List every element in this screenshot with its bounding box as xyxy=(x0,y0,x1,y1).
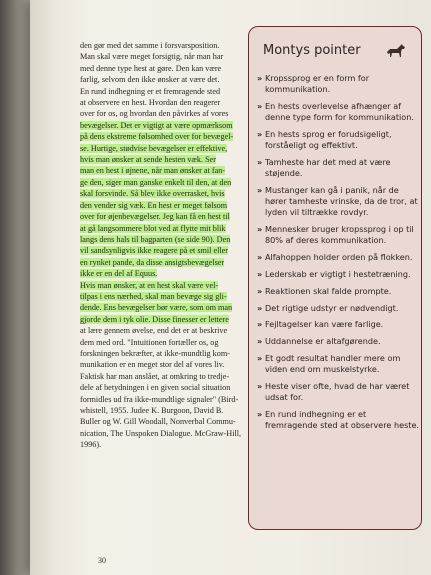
text-line xyxy=(80,188,270,199)
horse-icon xyxy=(385,43,407,59)
box-title: Montys pointer xyxy=(263,43,361,58)
pointer-text: Heste viser ofte, hvad de har været udsat for. xyxy=(265,380,410,403)
pointer-text: Det rigtige udstyr er nødvendigt. xyxy=(265,302,399,313)
pointer-item xyxy=(257,157,419,179)
pointer-item xyxy=(257,224,419,246)
text-line xyxy=(80,302,270,313)
pointer-text: En hests sprog er forudsigeligt, forståeligt og effektivt. xyxy=(265,129,392,151)
text-span: over for os, og hvordan den påvirkes af vores xyxy=(80,109,229,119)
pointer-item xyxy=(257,336,419,347)
pointer-text: Mennesker bruger kropssprog i op til 80% af deres kommunikation. xyxy=(265,224,414,246)
page-number: 30 xyxy=(98,556,106,565)
highlighted-text: ikke er en del af Equus. xyxy=(80,269,158,279)
pointer-text: En hests overlevelse afhænger af denne type form for kommunikation. xyxy=(265,101,414,123)
text-span: 1996). xyxy=(80,440,102,450)
text-line xyxy=(80,291,270,302)
text-line xyxy=(80,86,270,97)
pointer-item xyxy=(257,73,419,95)
pointer-item xyxy=(257,381,419,403)
pointer-item xyxy=(257,319,419,330)
text-span: den gør med det samme i forsvarsposition. xyxy=(80,41,220,50)
bullet-icon: » xyxy=(257,408,263,419)
text-line xyxy=(80,108,270,119)
text-line xyxy=(80,223,270,234)
text-line xyxy=(80,439,270,450)
pointer-text: Lederskab er vigtigt i hestetræning. xyxy=(265,269,411,279)
highlighted-text: bevægelser. Det er vigtigt at være opmærksom xyxy=(80,120,233,130)
pointer-item xyxy=(257,286,419,297)
pointer-text: Reaktionen skal falde prompte. xyxy=(265,285,392,296)
pointer-item xyxy=(257,353,419,375)
pointer-text: En rund indhegning er et fremragende sted at observere heste. xyxy=(265,408,420,431)
text-span: at lære gennem øvelse, end det er at beskrive xyxy=(80,326,228,336)
text-line xyxy=(80,348,270,359)
bullet-icon: » xyxy=(257,129,263,139)
text-line xyxy=(80,131,270,142)
bullet-icon: » xyxy=(257,285,263,296)
highlighted-text: hvis man ønsker at sende hesten væk. Ser xyxy=(80,155,216,165)
text-span: nication, The Unspoken Dialogue. McGraw-Hill, xyxy=(80,428,242,438)
text-line xyxy=(80,63,270,74)
text-line xyxy=(80,211,270,222)
highlighted-text: langs dens hals til bagparten (se side 90). Den xyxy=(80,234,231,244)
text-span: whistell, 1955. Judee K. Burgoon, David B. xyxy=(80,406,224,415)
highlighted-text: dende. Ens bevægelser bør være, som om man xyxy=(80,303,233,313)
text-line xyxy=(80,405,270,416)
pointer-item xyxy=(257,252,419,263)
text-span: farlig, selvom den ikke ønsker at være det. xyxy=(80,75,220,85)
highlighted-text: Hvis man ønsker, at en hest skal være vel- xyxy=(80,280,219,290)
pointer-text: Fejltagelser kan være farlige. xyxy=(265,319,384,330)
highlighted-text: på dens ekstreme følsomhed over for bevægel- xyxy=(80,132,234,142)
text-line xyxy=(80,416,270,427)
pointer-text: Alfahoppen holder orden på flokken. xyxy=(265,252,413,263)
pointer-text: Uddannelse er altafgørende. xyxy=(265,336,381,347)
montys-pointer-box xyxy=(248,26,422,530)
text-line xyxy=(80,337,270,348)
highlighted-text: over for øjenbevægelser. Jeg kan få en hest til xyxy=(80,212,230,222)
bullet-icon: » xyxy=(257,224,263,235)
text-span: Buller og W. Gill Woodall, Nonverbal Commu- xyxy=(80,417,236,427)
text-line xyxy=(80,382,270,393)
text-line xyxy=(80,177,270,188)
highlighted-text: skal forsvinde. Så blev ikke overrasket, hvis xyxy=(80,189,225,199)
bullet-icon: » xyxy=(257,380,263,391)
bullet-icon: » xyxy=(257,185,263,195)
text-line xyxy=(80,51,270,62)
text-span: formidles ud fra ikke-mundtlige signaler" (Bird- xyxy=(80,394,239,404)
body-text-column xyxy=(80,40,270,451)
pointer-text: Tamheste har det med at være støjende. xyxy=(265,157,391,179)
text-span: dem med ord. "Intuitionen fortæller os, og xyxy=(80,337,219,347)
book-page xyxy=(30,0,431,575)
text-line xyxy=(80,245,270,256)
pointer-item xyxy=(257,409,419,431)
pointer-item xyxy=(257,129,419,151)
text-line xyxy=(80,165,270,176)
bullet-icon: » xyxy=(257,336,263,347)
text-line xyxy=(80,257,270,268)
text-line xyxy=(80,74,270,85)
text-span: med denne type hest at gøre. Den kan være xyxy=(80,63,222,73)
pointer-text: Et godt resultat handler mere om viden end om muskelstyrke. xyxy=(265,352,401,375)
highlighted-text: man en hest i øjnene, når man ønsker at fan- xyxy=(80,166,226,176)
text-line xyxy=(80,268,270,279)
bullet-icon: » xyxy=(257,157,263,167)
text-span: dele af betydningen i en given social situation xyxy=(80,383,231,393)
text-line xyxy=(80,314,270,325)
text-line xyxy=(80,280,270,291)
pointer-item xyxy=(257,185,419,219)
text-line xyxy=(80,200,270,211)
text-span: Faktisk har man anslået, at omkring to tredje- xyxy=(80,371,230,381)
pointer-text: Mustanger kan gå i panik, når de hører tamheste vrinske, da de tror, at lyden vil tiltrække rovdyr. xyxy=(265,185,418,218)
bullet-icon: » xyxy=(257,73,263,83)
text-line xyxy=(80,40,270,51)
pointer-list xyxy=(257,73,419,437)
highlighted-text: ge den, siger man ganske enkelt til den, at den xyxy=(80,177,232,187)
text-span: En rund indhegning er et fremragende sted xyxy=(80,86,221,96)
bullet-icon: » xyxy=(257,302,263,313)
highlighted-text: en rynket pande, da disse ansigtsbevægelser xyxy=(80,257,225,267)
pointer-text: Kropssprog er en form for kommunikation. xyxy=(265,73,370,95)
text-line xyxy=(80,143,270,154)
highlighted-text: se. Hurtige, stødvise bevægelser er effektive, xyxy=(80,143,228,153)
text-line xyxy=(80,359,270,370)
highlighted-text: tilpas i ens nærhed, skal man bevæge sig gli- xyxy=(80,291,227,301)
bullet-icon: » xyxy=(257,252,263,263)
text-line xyxy=(80,428,270,439)
text-line xyxy=(80,371,270,382)
highlighted-text: gjorde dem i tyk olie. Disse finesser er lettere xyxy=(80,314,229,324)
pointer-item xyxy=(257,101,419,123)
text-line xyxy=(80,325,270,336)
text-span: forskningen bekræfter, at ikke-mundtlig kom- xyxy=(80,348,230,358)
highlighted-text: vil sandsynligvis ikke reagere på et smil eller xyxy=(80,246,229,256)
pointer-item xyxy=(257,303,419,314)
pointer-item xyxy=(257,269,419,280)
text-span: Man skal være meget forsigtig, når man har xyxy=(80,52,224,62)
bullet-icon: » xyxy=(257,269,263,279)
text-line xyxy=(80,97,270,108)
text-line xyxy=(80,154,270,165)
bullet-icon: » xyxy=(257,319,263,330)
highlighted-text: den vender sig væk. En hest er meget følsom xyxy=(80,200,228,210)
text-line xyxy=(80,234,270,245)
highlighted-text: at gå langsommere blot ved at flytte mit blik xyxy=(80,223,226,233)
text-line xyxy=(80,394,270,405)
bullet-icon: » xyxy=(257,352,263,363)
bullet-icon: » xyxy=(257,101,263,111)
text-line xyxy=(80,120,270,131)
text-span: at observere en hest. Hvordan den reagerer xyxy=(80,98,221,108)
text-span: munikation er en meget stor del af vores liv. xyxy=(80,360,225,370)
